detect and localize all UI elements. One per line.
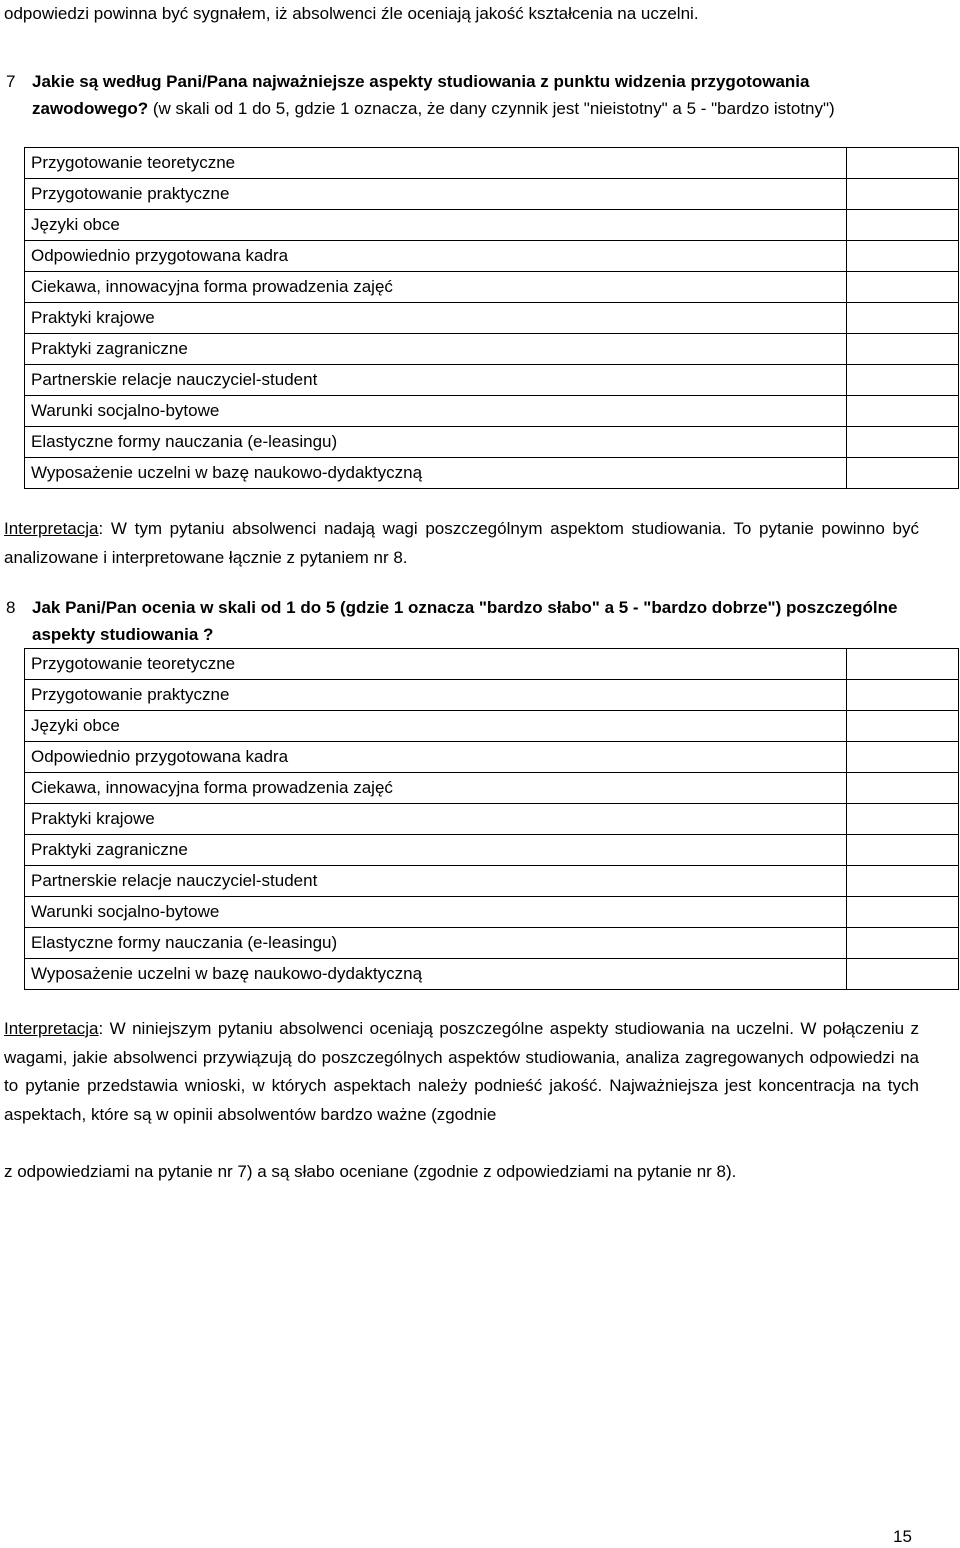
table-row: [25, 649, 959, 680]
aspect-label: Przygotowanie teoretyczne: [25, 148, 847, 179]
aspect-label: Przygotowanie teoretyczne: [25, 649, 847, 680]
rating-cell[interactable]: [847, 427, 959, 458]
rating-cell[interactable]: [847, 396, 959, 427]
table-row: [25, 241, 959, 272]
rating-cell[interactable]: [847, 804, 959, 835]
rating-cell[interactable]: [847, 272, 959, 303]
table-row: [25, 427, 959, 458]
table-row: [25, 866, 959, 897]
aspect-label: Przygotowanie praktyczne: [25, 179, 847, 210]
table-row: [25, 303, 959, 334]
aspect-label: Ciekawa, innowacyjna forma prowadzenia zajęć: [25, 773, 847, 804]
aspect-label: Wyposażenie uczelni w bazę naukowo-dydaktyczną: [25, 458, 847, 489]
table-row: [25, 148, 959, 179]
question-7-number: 7: [6, 72, 16, 91]
table-row: [25, 179, 959, 210]
aspect-label: Warunki socjalno-bytowe: [25, 897, 847, 928]
rating-cell[interactable]: [847, 928, 959, 959]
table-row: [25, 804, 959, 835]
rating-cell[interactable]: [847, 897, 959, 928]
table-row: [25, 334, 959, 365]
question-8-text: Jak Pani/Pan ocenia w skali od 1 do 5 (gdzie 1 oznacza "bardzo słabo" a 5 - "bardzo dobrze") poszczególne aspekty studiowania ?: [32, 598, 898, 644]
rating-cell[interactable]: [847, 241, 959, 272]
aspect-label: Elastyczne formy nauczania (e-leasingu): [25, 928, 847, 959]
table-row: [25, 458, 959, 489]
table-row: [25, 365, 959, 396]
aspect-label: Wyposażenie uczelni w bazę naukowo-dydaktyczną: [25, 959, 847, 990]
aspect-label: Elastyczne formy nauczania (e-leasingu): [25, 427, 847, 458]
rating-cell[interactable]: [847, 835, 959, 866]
aspect-label: Warunki socjalno-bytowe: [25, 396, 847, 427]
aspect-label: Partnerskie relacje nauczyciel-student: [25, 365, 847, 396]
rating-cell[interactable]: [847, 458, 959, 489]
rating-cell[interactable]: [847, 210, 959, 241]
table-row: [25, 272, 959, 303]
rating-cell[interactable]: [847, 711, 959, 742]
rating-cell[interactable]: [847, 773, 959, 804]
aspect-label: Języki obce: [25, 711, 847, 742]
table-row: [25, 835, 959, 866]
table-row: [25, 210, 959, 241]
question-7-text: [32, 68, 922, 122]
aspect-label: Praktyki krajowe: [25, 303, 847, 334]
rating-cell[interactable]: [847, 334, 959, 365]
page-number: 15: [893, 1527, 912, 1546]
table-row: [25, 711, 959, 742]
q7-interpretation: [4, 514, 919, 572]
top-line-text: odpowiedzi powinna być sygnałem, iż absolwenci źle oceniają jakość kształcenia na uczelni.: [4, 4, 699, 23]
aspect-label: Ciekawa, innowacyjna forma prowadzenia zajęć: [25, 272, 847, 303]
table-row: [25, 773, 959, 804]
rating-cell[interactable]: [847, 866, 959, 897]
table-row: [25, 742, 959, 773]
rating-cell[interactable]: [847, 649, 959, 680]
question-8-number: 8: [6, 598, 16, 617]
table-row: [25, 897, 959, 928]
table-row: [25, 396, 959, 427]
aspect-label: Praktyki krajowe: [25, 804, 847, 835]
q8-rating-table: [24, 648, 959, 990]
q7-interpretation-text: : W tym pytaniu absolwenci nadają wagi poszczególnym aspektom studiowania. To pytanie powinno być analizowane i interpretowane łącznie z pytaniem nr 8.: [4, 519, 919, 567]
table-row: [25, 928, 959, 959]
q7-rating-table: [24, 147, 959, 489]
aspect-label: Odpowiednio przygotowana kadra: [25, 742, 847, 773]
q7-interpretation-label: Interpretacja: [4, 519, 99, 538]
table-row: [25, 959, 959, 990]
q8-interpretation-label: Interpretacja: [4, 1019, 99, 1038]
rating-cell[interactable]: [847, 179, 959, 210]
aspect-label: Przygotowanie praktyczne: [25, 680, 847, 711]
rating-cell[interactable]: [847, 303, 959, 334]
rating-cell[interactable]: [847, 959, 959, 990]
q8-interpretation-text: : W niniejszym pytaniu absolwenci oceniają poszczególne aspekty studiowania na uczelni. W połączeniu z wagami, jakie absolwenci przywiązują do poszczególnych aspektów studiowania, analiza zagregowanych odpowiedzi na to pytanie przedstawia wnioski, w których aspektach należy podnieść jakość. Najważniejsza jest koncentracja na tych aspektach, które są w opinii absolwentów bardzo ważne (zgodnie: [4, 1019, 919, 1124]
table-row: [25, 680, 959, 711]
question-7-bold: Jakie są według Pani/Pana najważniejsze aspekty studiowania z punktu widzenia przygotowania zawodowego?: [32, 72, 810, 118]
rating-cell[interactable]: [847, 365, 959, 396]
aspect-label: Języki obce: [25, 210, 847, 241]
rating-cell[interactable]: [847, 742, 959, 773]
q8-interpretation-last-line: z odpowiedziami na pytanie nr 7) a są słabo oceniane (zgodnie z odpowiedziami na pytanie nr 8).: [4, 1162, 737, 1181]
aspect-label: Praktyki zagraniczne: [25, 334, 847, 365]
aspect-label: Odpowiednio przygotowana kadra: [25, 241, 847, 272]
aspect-label: Partnerskie relacje nauczyciel-student: [25, 866, 847, 897]
rating-cell[interactable]: [847, 148, 959, 179]
q8-interpretation: [4, 1015, 919, 1129]
rating-cell[interactable]: [847, 680, 959, 711]
question-7-scale: (w skali od 1 do 5, gdzie 1 oznacza, że dany czynnik jest "nieistotny" a 5 - "bardzo istotny"): [148, 99, 835, 118]
aspect-label: Praktyki zagraniczne: [25, 835, 847, 866]
